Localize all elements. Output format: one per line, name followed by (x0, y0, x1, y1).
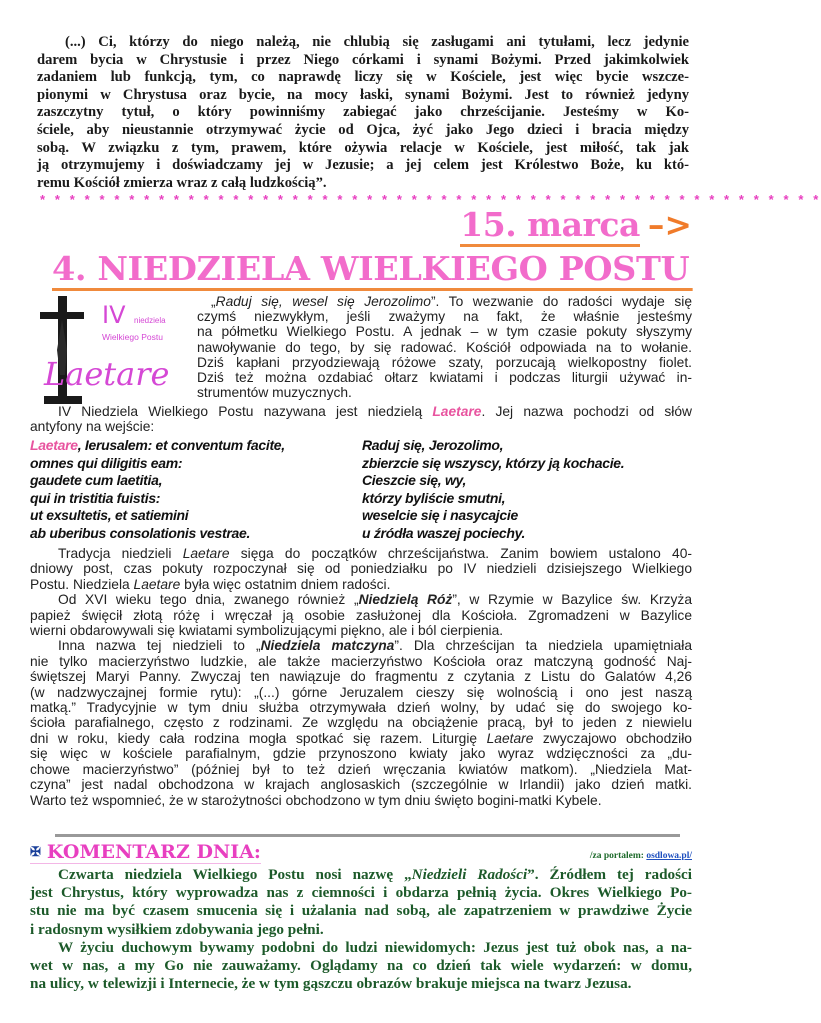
article-intro (197, 294, 692, 400)
text-line: wet w nas, a my Go nie zauważamy. Oglądamy na co dzień tak wiele wydarzeń: w domu, (30, 957, 692, 975)
text-line (30, 577, 692, 592)
text-line: zbierzcie się wszyscy, którzy ją kochacie. (362, 454, 625, 471)
text-segment: , Ierusalem: et conventum facite, (77, 437, 285, 453)
text-line (30, 638, 692, 653)
text-line: gaudete cum laetitia, (30, 472, 163, 489)
article-paragraph-laetare (30, 404, 692, 434)
text-line: czymś niezwykłym, jeśli zważymy na fakt, że właśnie jesteśmy (197, 309, 692, 325)
text-segment: Postu. Niedziela (30, 576, 134, 592)
text-line (30, 437, 358, 455)
text-line (30, 866, 692, 884)
emphasis-text: Niedzielą Róż (358, 592, 453, 608)
text-segment: sięga do początków chrześcijaństwa. Zanim bowiem ustalono 40- (229, 546, 692, 561)
text-line (30, 592, 692, 607)
cross-icon: ✠ (30, 845, 41, 860)
separator-stars: * * * * * * * * * * * * * * * * * * * * * * * * * * * * * * * * * * * * * * * * * * * * * * * * * * * * * (40, 192, 821, 207)
text-line: ją otrzymujemy i doświadczamy jej w Jezusie; a jej celem jest Królestwo Boże, ku któ- (37, 157, 689, 174)
emphasis-text: Laetare (133, 576, 181, 592)
text-line: jest Chrystus, który wyprowadza nas z ciemności i obdarza pełnią życia. Okres Wielkiego Po- (30, 884, 692, 902)
emphasis-text: Laetare (486, 730, 534, 746)
commentary-heading-text: KOMENTARZ DNIA: (46, 841, 261, 863)
emphasis-text: Niedzieli Radości (411, 866, 528, 883)
divider (55, 834, 680, 837)
laetare-image (40, 296, 180, 404)
text-line: darem bycia w Chrystusie i przez Niego córkami i synami Bożymi. Przed jakimkolwiek (37, 51, 689, 68)
text-segment: ”. Źródłem tej radości (527, 866, 692, 883)
emphasis-text: Laetare (432, 404, 482, 419)
text-line: sobą. W związku z tym, prawem, które ożywia relacje w Kościele, jest miłość, tak jak (37, 139, 689, 156)
text-line: remu Kościół zmierza wraz z całą ludzkością”. (37, 174, 327, 191)
text-line: ut exsultetis, et satiemini (30, 507, 189, 524)
text-segment: . Jej nazwa pochodzi od słów (481, 404, 692, 419)
source-link[interactable]: osdlowa.pl/ (646, 851, 692, 861)
emphasis-text: Laetare (182, 546, 230, 561)
image-text-niedziela: niedziela (134, 316, 166, 325)
page-title: 4. NIEDZIELA WIELKIEGO POSTU (52, 250, 693, 291)
text-segment: była więc ostatnim dniem radości. (180, 576, 391, 592)
text-line: Dziś też można ozdabiać ołtarz kwiatami i podczas liturgii używać in- (197, 370, 692, 386)
image-text-iv: IV (102, 301, 126, 329)
text-line: Warto też wspomnieć, że w starożytności obchodzono w tym dniu święto bogini-matki Kybele. (30, 792, 602, 808)
text-line (30, 404, 692, 419)
text-segment: ”. To wezwanie do radości wydaje się (430, 294, 692, 309)
source-prefix: /za portalem: (589, 851, 647, 861)
emphasis-text: Niedziela matczyna (260, 638, 395, 654)
date-heading (460, 207, 692, 243)
text-line: qui in tristitia fuistis: (30, 489, 161, 506)
text-line: Dziś kapłani przyodziewają różowe szaty, porzucają wielkopostny fiolet. (197, 354, 692, 370)
antiphon-polish (362, 437, 692, 543)
emphasis-text: Laetare (30, 437, 78, 453)
text-line: stu nie ma być czasem smucenia się i użalania nad sobą, ale zapatrzeniem w prawdziwe Życie (30, 902, 692, 920)
intro-quote (37, 34, 689, 192)
text-line: dniowy post, czas pokuty rozpoczynał się od poniedziałku po IV niedzieli dzisiejszego Wielkiego (30, 561, 692, 577)
text-line: się więc w kościele parafialnym, gdzie przynoszono kwiaty jako wyraz wdzięczności za „du- (30, 746, 692, 762)
text-line (197, 294, 692, 309)
text-line: na ulicy, w telewizji i Internecie, że w tym gąszczu obrazów brakuje miejsca na twarz Jezusa. (30, 975, 632, 993)
date-text: 15. marca (460, 205, 640, 247)
text-line: ab uberibus consolationis vestrae. (30, 524, 251, 541)
text-line: czyna” jest nadal obchodzona w krajach anglosaskich (szczególnie w Irlandii) jako dzień matki. (30, 777, 692, 793)
text-line: wierni obdarowywali się kwiatami symbolizującymi piękno, ale i ból cierpienia. (30, 623, 504, 639)
text-line: papież święcił złotą różę i wręczał ją osobie zasłużonej dla Kościoła. Zgromadzeni w Bazylice (30, 607, 692, 623)
text-segment: zwyczajowo obchodziło (533, 730, 692, 746)
text-line: W życiu duchowym bywamy podobni do ludzi niewidomych: Jezus jest tuż obok nas, a na- (58, 938, 692, 956)
commentary-heading (30, 842, 261, 864)
text-line: u źródła waszej pociechy. (362, 524, 526, 541)
text-segment: IV Niedziela Wielkiego Postu nazywana jest niedzielą (58, 404, 433, 419)
text-line: nie tylko macierzyństwo ludzkie, ale także macierzyństwo Kościoła oraz matczyną godność Naj- (30, 653, 692, 669)
text-line: (...) Ci, którzy do niego należą, nie chlubią się zasługami ani tytułami, lecz jedynie (65, 34, 689, 50)
article-body (30, 546, 692, 808)
text-line: chowe macierzyństwo” (później był to też dzień wręczania kwiatów matkom). „Niedziela Mat- (30, 761, 692, 777)
text-segment: Od XVI wieku tego dnia, zwanego również „ (58, 592, 359, 608)
text-line: Raduj się, Jerozolimo, (362, 437, 504, 453)
text-line: omnes qui diligitis eam: (30, 454, 183, 471)
text-line: którzy byliście smutni, (362, 489, 506, 506)
text-line: ścioła parafialnego, często z rodzinami. Ze względu na obciążenie pracą, był to jeden z niewielu (30, 715, 692, 731)
text-segment: Tradycja niedzieli (58, 546, 183, 561)
text-line: antyfony na wejście: (30, 419, 155, 435)
text-segment: „ (211, 294, 216, 309)
image-text-wp: Wielkiego Postu (102, 332, 163, 342)
text-line (30, 546, 692, 561)
text-segment: ”. Dla chrześcijan ta niedziela upamiętniała (394, 638, 692, 654)
arrow-icon: –> (647, 205, 692, 244)
text-line: i radosnym wysiłkiem zdobywania jego pełni. (30, 920, 324, 938)
text-segment: ”, w Rzymie w Bazylice św. Krzyża (452, 592, 692, 608)
text-segment: Czwarta niedziela Wielkiego Postu nosi nazwę „ (58, 866, 412, 883)
text-line: ściele, aby nieustannie otrzymywać życie od Ojca, żyć jako Jego dzieci i bracia między (37, 121, 689, 138)
text-line: nawoływanie do tego, by się radować. Kościół odpowiada na to wołanie. (197, 339, 692, 355)
text-line: matką.” Tradycyjnie w tym dniu służba otrzymywała dzień wolny, by udać się do swojego ko- (30, 700, 692, 716)
text-line: zadaniem lub funkcją, tym, co naprawdę liczy się w Kościele, jest więc bycie wszcze- (37, 69, 689, 86)
text-line: (w nadzwyczajnej formie rytu): „(...) górne Jeruzalem cieszy się wolnością i ono jest naszą (30, 684, 692, 700)
text-line: zaszczytny tytuł, o który powinniśmy zabiegać jako chrześcijanie. Jesteśmy w Ko- (37, 104, 689, 121)
text-line (30, 731, 692, 746)
text-line: weselcie się i nasycajcie (362, 507, 518, 524)
commentary-text (30, 866, 692, 993)
text-segment: dni w roku, kiedy cała rodzina mogła spotkać się razem. Liturgię (30, 730, 487, 746)
text-line: strumentów muzycznych. (197, 385, 352, 401)
text-line: pionymi w Chrystusa oraz bycie, na mocy łaski, synami Bożymi. Jest to również jedyny (37, 86, 689, 103)
text-segment: Inna nazwa tej niedzieli to „ (58, 638, 261, 654)
emphasis-text: Raduj się, wesel się Jerozolimo (215, 294, 431, 309)
antiphon-latin (30, 437, 358, 543)
commentary-source (590, 850, 692, 862)
text-line: Cieszcie się, wy, (362, 472, 467, 489)
image-text-laetare: Laetare (44, 355, 170, 393)
text-line: na półmetku Wielkiego Postu. A jednak – w tym czasie pokuty słyszymy (197, 324, 692, 340)
text-line: świętszej Maryi Panny. Zwyczaj ten nawiązuje do fragmentu z czytania z Listu do Galatów 4,26 (30, 669, 692, 685)
